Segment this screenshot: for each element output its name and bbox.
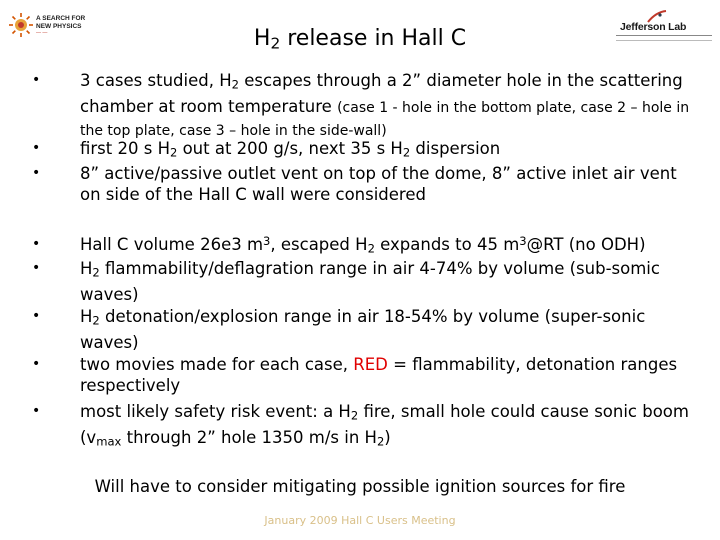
- bullet-marker: •: [32, 308, 41, 324]
- logo-tagline: — —: [36, 30, 48, 36]
- closing-statement: Will have to consider mitigating possible ignition sources for fire: [94, 477, 626, 496]
- bullet-marker: •: [32, 236, 41, 252]
- bullet-marker: •: [32, 403, 41, 419]
- bullet-marker: •: [32, 356, 41, 372]
- page-title: $H_2$ release in Hall C: [253, 26, 467, 53]
- bullet-vents: • 8” active/passive outlet vent on top of the dome, 8” active inlet air vent on side of the Hall C wall were considered: [32, 164, 677, 204]
- bullet-detonation-range: • $H_2$ detonation/explosion range in air 18-54% by volume (super-sonic waves): [32, 307, 646, 352]
- red-keyword: RED: [353, 355, 388, 374]
- bullet-hall-volume: • Hall C volume 26e3 $m^3$, escaped $H_2$ expands to 45 $m^3@RT$ (no ODH): [32, 233, 646, 256]
- bullet-flammability-range: • $H_2$ flammability/deflagration range in air 4-74% by volume (sub-somic waves): [32, 259, 660, 304]
- footer-meeting: January 2009 Hall C Users Meeting: [264, 514, 456, 527]
- logo-line-1: A SEARCH FOR: [36, 15, 86, 22]
- bullet-marker: •: [32, 140, 41, 156]
- bullet-marker: •: [32, 72, 41, 88]
- bullet-cases-studied: • 3 cases studied, $H_2$ escapes through a 2” diameter hole in the scattering chamber at room temperature (case 1 - hole in the bottom plate, case 2 – hole in the top plate, case 3 – hole in the side-wall): [32, 71, 690, 139]
- bullet-release-timing: • first 20 s $H_2$ out at 200 g/s, next 35 s $H_2$ dispersion: [32, 139, 501, 160]
- logo-line-2: NEW PHYSICS: [36, 22, 82, 30]
- bullet-movies: • two movies made for each case, RED = flammability, detonation ranges respectively: [32, 355, 678, 395]
- bullet-marker: •: [32, 165, 41, 181]
- bullet-safety-risk: • most likely safety risk event: a $H_2$ fire, small hole could cause sonic boom ($v_{max}$ through 2” hole 1350 m/s in $H_2$): [32, 402, 689, 449]
- bullet-marker: •: [32, 260, 41, 276]
- jefferson-lab-name: Jefferson Lab: [620, 21, 687, 33]
